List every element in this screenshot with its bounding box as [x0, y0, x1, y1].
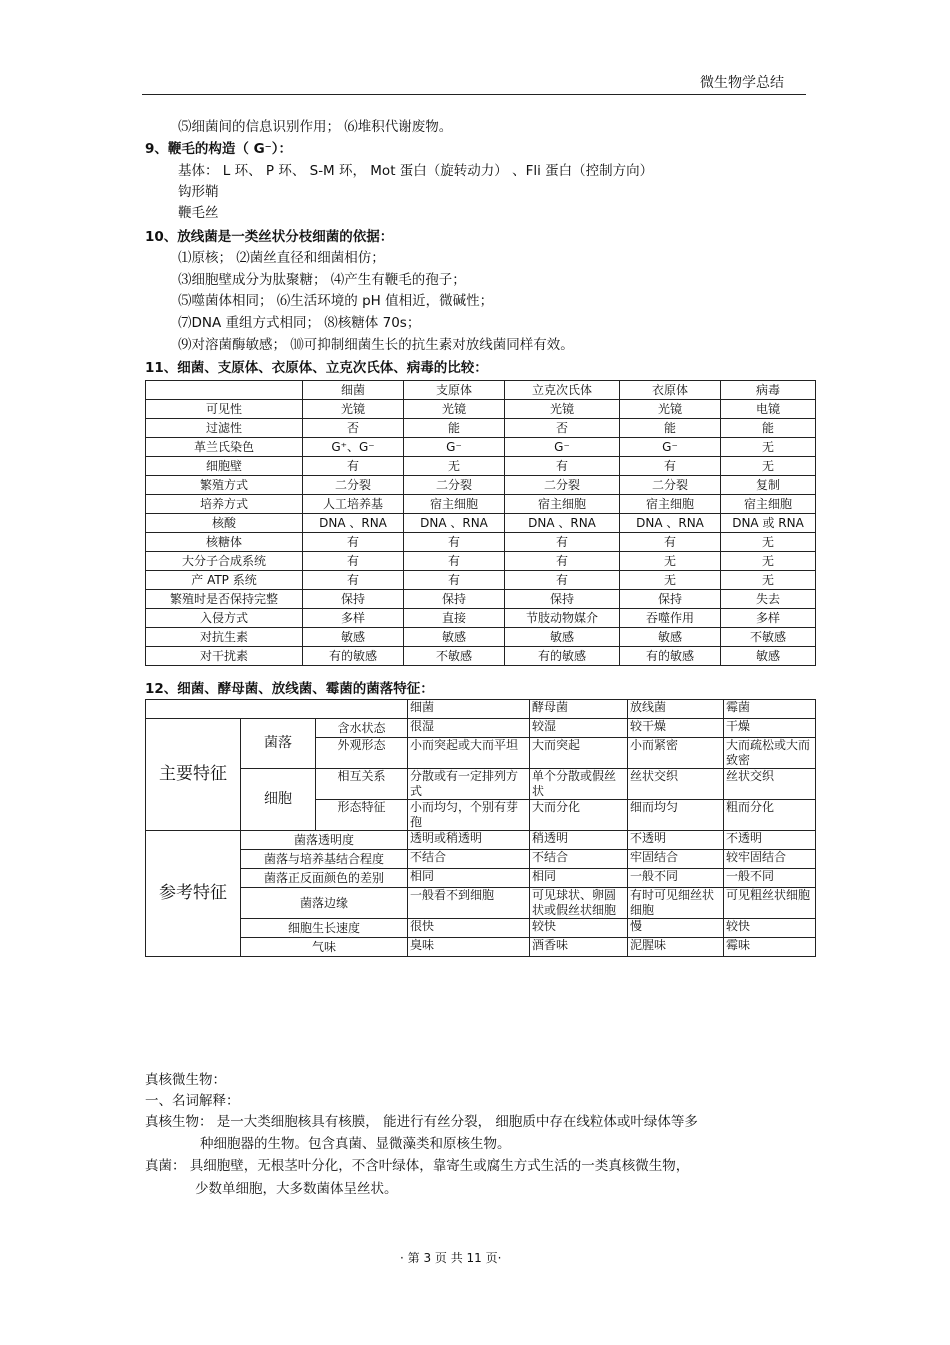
table-cell: 有 — [505, 552, 620, 571]
table-cell: 不透明 — [724, 831, 816, 850]
row-label-cell: 入侵方式 — [146, 609, 303, 628]
table-row — [146, 850, 816, 869]
table-row — [146, 609, 816, 628]
table-cell: 较快 — [530, 919, 628, 938]
table-cell: 有 — [404, 571, 505, 590]
row-label-cell: 核糖体 — [146, 533, 303, 552]
table-cell: DNA 或 RNA — [721, 514, 816, 533]
table-cell: 二分裂 — [404, 476, 505, 495]
table-cell: 较湿 — [530, 719, 628, 738]
table-cell: 菌落透明度 — [241, 831, 408, 850]
table-cell: 菌落边缘 — [241, 888, 408, 919]
table-cell: 光镜 — [303, 400, 404, 419]
table-cell: 大而突起 — [530, 738, 628, 769]
table-cell: DNA 、RNA — [620, 514, 721, 533]
table-row — [146, 590, 816, 609]
text-line: 钩形鞘 — [178, 184, 219, 200]
section-heading-9: 9、鞭毛的构造（ G⁻）： — [145, 141, 293, 157]
table-cell: 敏感 — [505, 628, 620, 647]
table-cell: 无 — [721, 533, 816, 552]
table-cell: 不敏感 — [721, 628, 816, 647]
table-cell: 有的敏感 — [620, 647, 721, 666]
table-cell: G⁻ — [505, 438, 620, 457]
table-row — [146, 769, 816, 800]
comparison-table — [145, 380, 816, 666]
table-cell: 小而突起或大而平坦 — [408, 738, 530, 769]
table-cell: 电镜 — [721, 400, 816, 419]
text-line: ⑸细菌间的信息识别作用； ⑹堆积代谢废物。 — [178, 119, 453, 135]
table-cell: 分散或有一定排列方式 — [408, 769, 530, 800]
table-cell: 粗而分化 — [724, 800, 816, 831]
table-cell: 丝状交织 — [724, 769, 816, 800]
text-line: 基体： L 环、 P 环、 S-M 环， Mot 蛋白（旋转动力） 、Fli 蛋白（控制方向） — [178, 163, 654, 179]
table-cell: 光镜 — [620, 400, 721, 419]
table-row — [146, 888, 816, 919]
table-cell: 二分裂 — [505, 476, 620, 495]
table-cell: 无 — [721, 571, 816, 590]
table-cell: 二分裂 — [620, 476, 721, 495]
row-label-cell: 大分子合成系统 — [146, 552, 303, 571]
table-cell: 可见球状、卵圆状或假丝状细胞 — [530, 888, 628, 919]
section-heading-11: 11、细菌、支原体、衣原体、立克次氏体、病毒的比较： — [145, 360, 488, 376]
table-cell: 稍透明 — [530, 831, 628, 850]
table-cell: 丝状交织 — [628, 769, 724, 800]
table-cell: 有 — [303, 571, 404, 590]
table-row — [146, 571, 816, 590]
table-cell: 有 — [404, 533, 505, 552]
table-row — [146, 400, 816, 419]
table-cell: 酒香味 — [530, 938, 628, 957]
table-cell: 无 — [721, 438, 816, 457]
row-label-cell: 核酸 — [146, 514, 303, 533]
table-cell: 有的敏感 — [505, 647, 620, 666]
table-header-cell: 酵母菌 — [530, 700, 628, 719]
table-cell: 保持 — [404, 590, 505, 609]
table-cell: 不结合 — [530, 850, 628, 869]
table-row — [146, 938, 816, 957]
table-cell: 相互关系 — [316, 769, 408, 800]
table-cell: 大而分化 — [530, 800, 628, 831]
table-cell: 气味 — [241, 938, 408, 957]
section-heading-12: 12、细菌、酵母菌、放线菌、霉菌的菌落特征： — [145, 681, 434, 697]
table-cell — [146, 700, 408, 719]
table-cell: 小而均匀，个别有芽孢 — [408, 800, 530, 831]
table-cell: 有的敏感 — [303, 647, 404, 666]
table-cell: 光镜 — [505, 400, 620, 419]
text-line: ⑴原核； ⑵菌丝直径和细菌相仿； — [178, 250, 385, 266]
table-cell: 能 — [620, 419, 721, 438]
row-label-cell: 产 ATP 系统 — [146, 571, 303, 590]
table-cell: 很快 — [408, 919, 530, 938]
table-cell: 直接 — [404, 609, 505, 628]
table-cell: 菌落正反面颜色的差别 — [241, 869, 408, 888]
table-cell: DNA 、RNA — [505, 514, 620, 533]
text-line: 少数单细胞，大多数菌体呈丝状。 — [195, 1181, 398, 1197]
table-row — [146, 628, 816, 647]
row-label-cell: 培养方式 — [146, 495, 303, 514]
table-cell: 大而疏松或大而致密 — [724, 738, 816, 769]
table-cell: 有 — [303, 552, 404, 571]
text-line: ⑼对溶菌酶敏感； ⑽可抑制细菌生长的抗生素对放线菌同样有效。 — [178, 337, 574, 353]
table-cell: 宿主细胞 — [620, 495, 721, 514]
table-cell: 较快 — [724, 919, 816, 938]
page-header-title: 微生物学总结 — [700, 75, 784, 91]
table-cell: 多样 — [303, 609, 404, 628]
table-header-cell: 立克次氏体 — [505, 381, 620, 400]
colony-features-table — [145, 699, 816, 957]
table-row — [146, 533, 816, 552]
table-cell: 可见粗丝状细胞 — [724, 888, 816, 919]
text-line: 鞭毛丝 — [178, 205, 219, 221]
table-cell: 敏感 — [721, 647, 816, 666]
table-cell: 有 — [620, 457, 721, 476]
text-line: 真核生物： 是一大类细胞核具有核膜， 能进行有丝分裂， 细胞质中存在线粒体或叶绿体等多 — [145, 1114, 698, 1130]
table-cell: 无 — [721, 552, 816, 571]
table-cell: 有 — [505, 571, 620, 590]
table-cell: 否 — [303, 419, 404, 438]
table-cell: 有 — [404, 552, 505, 571]
row-label-cell: 细胞壁 — [146, 457, 303, 476]
text-line: 真核微生物： — [145, 1072, 226, 1088]
row-label-cell: 过滤性 — [146, 419, 303, 438]
row-label-cell: 繁殖方式 — [146, 476, 303, 495]
text-line: 真菌： 具细胞壁，无根茎叶分化，不含叶绿体，靠寄生或腐生方式生活的一类真核微生物， — [145, 1158, 690, 1174]
table-cell: 无 — [620, 571, 721, 590]
table-cell: 干燥 — [724, 719, 816, 738]
table-row — [146, 719, 816, 738]
table-cell: 宿主细胞 — [404, 495, 505, 514]
table-cell: 很湿 — [408, 719, 530, 738]
table-cell: 敏感 — [404, 628, 505, 647]
table-row — [146, 476, 816, 495]
table-cell: 透明或稍透明 — [408, 831, 530, 850]
table-cell: 小而紧密 — [628, 738, 724, 769]
table-cell: 无 — [721, 457, 816, 476]
table-cell: 霉味 — [724, 938, 816, 957]
table-cell: 保持 — [303, 590, 404, 609]
table-cell: 宿主细胞 — [721, 495, 816, 514]
table-row — [146, 647, 816, 666]
table-cell: 不结合 — [408, 850, 530, 869]
table-cell: 臭味 — [408, 938, 530, 957]
table-row — [146, 831, 816, 850]
table-header-row — [146, 381, 816, 400]
reference-features-label: 参考特征 — [146, 831, 241, 957]
table-header-row — [146, 700, 816, 719]
table-cell: 保持 — [505, 590, 620, 609]
table-cell: 有 — [505, 533, 620, 552]
text-line: 一、名词解释： — [145, 1093, 240, 1109]
main-features-label: 主要特征 — [146, 719, 241, 831]
table-cell: DNA 、RNA — [303, 514, 404, 533]
table-cell: 人工培养基 — [303, 495, 404, 514]
table-cell: G⁻ — [404, 438, 505, 457]
table-row — [146, 514, 816, 533]
table-cell: 一般看不到细胞 — [408, 888, 530, 919]
table-header-cell: 衣原体 — [620, 381, 721, 400]
table-cell: DNA 、RNA — [404, 514, 505, 533]
table-cell: 能 — [404, 419, 505, 438]
table-cell: 相同 — [408, 869, 530, 888]
table-cell: 相同 — [530, 869, 628, 888]
table-cell: 节肢动物媒介 — [505, 609, 620, 628]
colony-label: 菌落 — [241, 719, 316, 769]
table-header-cell — [146, 381, 303, 400]
row-label-cell: 繁殖时是否保持完整 — [146, 590, 303, 609]
table-cell: 复制 — [721, 476, 816, 495]
row-label-cell: 对抗生素 — [146, 628, 303, 647]
table-cell: 菌落与培养基结合程度 — [241, 850, 408, 869]
table-cell: 形态特征 — [316, 800, 408, 831]
table-cell: 能 — [721, 419, 816, 438]
table-cell: G⁻ — [620, 438, 721, 457]
table-cell: 单个分散或假丝状 — [530, 769, 628, 800]
table-row — [146, 495, 816, 514]
table-cell: 不敏感 — [404, 647, 505, 666]
page-footer: · 第 3 页 共 11 页· — [400, 1251, 502, 1265]
table-cell: 保持 — [620, 590, 721, 609]
table-header-cell: 霉菌 — [724, 700, 816, 719]
table-cell: 泥腥味 — [628, 938, 724, 957]
text-line: ⑺DNA 重组方式相同； ⑻核糖体 70s； — [178, 315, 421, 331]
table-header-cell: 病毒 — [721, 381, 816, 400]
text-line: 种细胞器的生物。包含真菌、显微藻类和原核生物。 — [200, 1136, 511, 1152]
row-label-cell: 革兰氏染色 — [146, 438, 303, 457]
table-cell: 较牢固结合 — [724, 850, 816, 869]
table-cell: 牢固结合 — [628, 850, 724, 869]
table-row — [146, 457, 816, 476]
table-row — [146, 919, 816, 938]
row-label-cell: 可见性 — [146, 400, 303, 419]
table-header-cell: 细菌 — [408, 700, 530, 719]
table-cell: 含水状态 — [316, 719, 408, 738]
table-header-cell: 细菌 — [303, 381, 404, 400]
table-cell: 无 — [404, 457, 505, 476]
table-cell: 有时可见细丝状细胞 — [628, 888, 724, 919]
table-cell: 细而均匀 — [628, 800, 724, 831]
table-row — [146, 419, 816, 438]
table-header-cell: 支原体 — [404, 381, 505, 400]
table-cell: 一般不同 — [724, 869, 816, 888]
table-cell: 二分裂 — [303, 476, 404, 495]
table-cell: 吞噬作用 — [620, 609, 721, 628]
row-label-cell: 对干扰素 — [146, 647, 303, 666]
table-cell: 较干燥 — [628, 719, 724, 738]
cell-label: 细胞 — [241, 769, 316, 831]
table-cell: 细胞生长速度 — [241, 919, 408, 938]
table-cell: 多样 — [721, 609, 816, 628]
text-line: ⑶细胞壁成分为肽聚糖； ⑷产生有鞭毛的孢子； — [178, 272, 466, 288]
table-cell: 有 — [620, 533, 721, 552]
table-header-cell: 放线菌 — [628, 700, 724, 719]
text-line: ⑸噬菌体相同； ⑹生活环境的 pH 值相近，微碱性； — [178, 293, 494, 309]
table-cell: 有 — [303, 533, 404, 552]
table-cell: 敏感 — [303, 628, 404, 647]
table-cell: 慢 — [628, 919, 724, 938]
table-cell: 不透明 — [628, 831, 724, 850]
table-cell: 一般不同 — [628, 869, 724, 888]
table-cell: 否 — [505, 419, 620, 438]
table-row — [146, 869, 816, 888]
table-cell: 光镜 — [404, 400, 505, 419]
table-cell: 宿主细胞 — [505, 495, 620, 514]
table-cell: 失去 — [721, 590, 816, 609]
table-cell: 敏感 — [620, 628, 721, 647]
table-cell: 无 — [620, 552, 721, 571]
section-heading-10: 10、放线菌是一类丝状分枝细菌的依据： — [145, 229, 394, 245]
table-cell: 外观形态 — [316, 738, 408, 769]
table-cell: G⁺、G⁻ — [303, 438, 404, 457]
table-row — [146, 552, 816, 571]
table-cell: 有 — [505, 457, 620, 476]
header-rule — [142, 94, 806, 95]
table-row — [146, 438, 816, 457]
table-cell: 有 — [303, 457, 404, 476]
